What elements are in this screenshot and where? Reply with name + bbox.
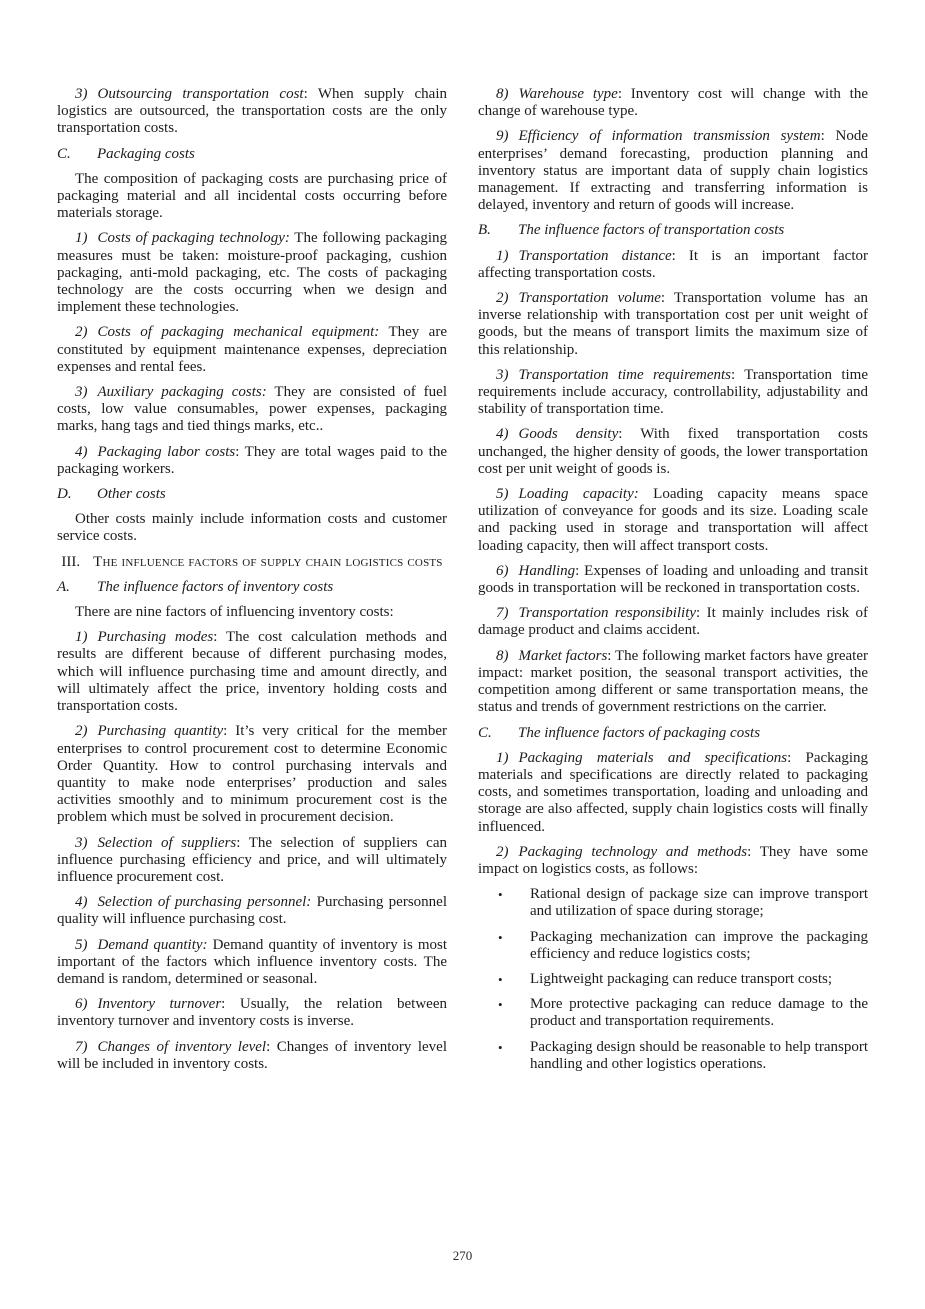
section-heading xyxy=(57,554,447,571)
numbered-item xyxy=(478,290,868,359)
subsection-heading xyxy=(478,725,868,742)
bullet-icon: • xyxy=(498,997,503,1013)
item-title: Selection of suppliers xyxy=(97,834,237,851)
item-text: : With fixed transportation costs unchanged, the higher density of goods, the lower transportation cost per unit weight of goods is. xyxy=(478,426,868,477)
numbered-item xyxy=(57,1039,447,1073)
item-text: : The selection of suppliers can influence purchasing efficiency and price, and will ultimately influence procurement cost. xyxy=(57,834,447,885)
item-title: Transportation responsibility xyxy=(518,605,697,622)
item-number: 4) xyxy=(496,426,509,443)
item-title: Warehouse type xyxy=(518,86,618,102)
item-title: Purchasing quantity xyxy=(97,723,224,740)
item-title: Auxiliary packaging costs: xyxy=(97,384,267,401)
numbered-item xyxy=(57,894,447,928)
numbered-item xyxy=(478,844,868,878)
item-number: 3) xyxy=(75,834,88,851)
bullet-item xyxy=(478,996,868,1030)
item-text: Purchasing personnel quality will influence purchasing cost. xyxy=(57,894,447,928)
numbered-item xyxy=(57,324,447,376)
numbered-item xyxy=(57,384,447,436)
item-text: : Transportation time requirements include accuracy, controllability, adjustability and stability of transportation time. xyxy=(478,366,868,418)
numbered-item xyxy=(57,723,447,826)
bullet-item xyxy=(478,971,868,988)
item-title: Market factors xyxy=(518,647,608,664)
numbered-item xyxy=(478,605,868,639)
item-title: Inventory turnover xyxy=(97,996,222,1013)
bullet-item xyxy=(478,886,868,920)
numbered-item xyxy=(478,128,868,214)
item-text: : It mainly includes risk of damage product and claims accident. xyxy=(478,605,868,639)
item-number: 9) xyxy=(496,128,509,145)
item-text: Loading capacity means space utilization of conveyance for goods and its size. Loading scale and packing used in storage and transportation will affect loading capacity, then will affect transport costs. xyxy=(478,486,868,554)
numbered-item xyxy=(57,996,447,1030)
bullet-item xyxy=(478,1039,868,1073)
item-title: Outsourcing transportation cost xyxy=(97,86,304,102)
item-text: : They are total wages paid to the packaging workers. xyxy=(57,443,447,477)
bullet-icon: • xyxy=(498,929,503,945)
item-title: Handling xyxy=(518,562,576,579)
item-number: 5) xyxy=(496,486,509,503)
numbered-item xyxy=(57,86,447,138)
subsection-letter: D. xyxy=(57,486,72,503)
item-number: 2) xyxy=(496,290,509,307)
item-title: Packaging technology and methods xyxy=(518,843,748,860)
item-text: : Usually, the relation between inventory turnover and inventory costs is inverse. xyxy=(57,996,448,1030)
bullet-text: Packaging design should be reasonable to help transport handling and other logistics operations. xyxy=(530,1038,868,1072)
subsection-letter: B. xyxy=(478,222,491,239)
item-number: 4) xyxy=(75,443,88,460)
item-number: 2) xyxy=(75,324,88,341)
item-text: : They have some impact on logistics costs, as follows: xyxy=(478,843,868,877)
numbered-item xyxy=(57,444,447,478)
numbered-item xyxy=(478,86,868,120)
numbered-item xyxy=(478,426,868,478)
item-title: Efficiency of information transmission system xyxy=(518,128,821,145)
bullet-text: Packaging mechanization can improve the packaging efficiency and reduce logistics costs; xyxy=(530,928,868,962)
item-number: 2) xyxy=(75,723,88,740)
numbered-item xyxy=(478,248,868,282)
subsection-title: Other costs xyxy=(97,486,166,503)
item-title: Transportation volume xyxy=(518,290,661,307)
item-text: They are consisted of fuel costs, low value consumables, power expenses, packaging marks, hang tags and tied things marks, etc.. xyxy=(57,384,447,435)
item-number: 3) xyxy=(75,384,88,401)
subsection-heading xyxy=(57,579,447,596)
item-number: 5) xyxy=(75,936,88,953)
bullet-icon: • xyxy=(498,971,503,987)
subsection-title: Packaging costs xyxy=(97,145,195,162)
subsection-letter: C. xyxy=(57,145,71,162)
item-number: 7) xyxy=(496,605,509,622)
item-text: : Inventory cost will change with the change of warehouse type. xyxy=(478,86,868,120)
item-number: 8) xyxy=(496,86,509,102)
item-text: : When supply chain logistics are outsourced, the transportation costs are the only transportation costs. xyxy=(57,86,447,137)
item-text: : It is an important factor affecting transportation costs. xyxy=(478,247,868,281)
item-text: : Expenses of loading and unloading and transit goods in transportation will be reckoned in transportation costs. xyxy=(478,562,868,597)
item-text: : Node enterprises’ demand forecasting, production planning and inventory status are important data of supply chain logistics management. If extracting and transferring information is delayed, inventory and return of goods will increase. xyxy=(478,128,868,214)
left-column xyxy=(57,86,447,1081)
item-number: 1) xyxy=(75,230,88,247)
item-title: Packaging materials and specifications xyxy=(518,749,788,766)
item-title: Packaging labor costs xyxy=(97,443,236,460)
numbered-item xyxy=(478,563,868,597)
right-column xyxy=(478,86,868,1081)
item-number: 1) xyxy=(496,749,509,766)
item-title: Loading capacity: xyxy=(518,486,639,503)
subsection-letter: A. xyxy=(57,578,70,595)
subsection-title: The influence factors of inventory costs xyxy=(97,578,334,595)
item-number: 1) xyxy=(75,629,88,646)
paragraph: There are nine factors of influencing inventory costs: xyxy=(75,604,394,621)
numbered-item xyxy=(57,629,447,715)
subsection-heading xyxy=(478,222,868,239)
page-number: 270 xyxy=(452,1248,473,1263)
section-number: III. xyxy=(61,553,81,570)
item-number: 4) xyxy=(75,894,88,911)
item-text: : Transportation volume has an inverse relationship with transportation cost per unit weight of goods, but the means of transport limits the maximum size of this relationship. xyxy=(478,290,868,358)
item-number: 1) xyxy=(496,247,509,264)
two-column-body xyxy=(57,86,868,1081)
item-title: Costs of packaging mechanical equipment: xyxy=(97,324,380,341)
item-title: Transportation distance xyxy=(518,247,672,264)
subsection-heading xyxy=(57,146,447,163)
subsection-heading xyxy=(57,486,447,503)
numbered-item xyxy=(57,835,447,887)
bullet-text: More protective packaging can reduce damage to the product and transportation requirements. xyxy=(530,996,868,1030)
subsection-title: The influence factors of transportation costs xyxy=(518,222,785,239)
numbered-item xyxy=(57,230,447,316)
bullet-icon: • xyxy=(498,887,503,903)
item-text: The following packaging measures must be taken: moisture-proof packaging, cushion packaging, anti-mold packaging, etc. The costs of packaging technology are the costs occurring when we design and implement these technologies. xyxy=(57,230,447,316)
bullet-icon: • xyxy=(498,1039,503,1055)
item-number: 3) xyxy=(75,86,88,102)
paragraph: The composition of packaging costs are purchasing price of packaging material and all incidental costs occurring before materials storage. xyxy=(57,170,447,222)
item-title: Selection of purchasing personnel: xyxy=(97,894,312,911)
subsection-title: The influence factors of packaging costs xyxy=(518,724,761,741)
item-number: 6) xyxy=(496,562,509,579)
item-text: : Packaging materials and specifications are directly related to packaging costs, and sometimes transportation, loading and unloading and storage are also affected, supply chain logistics costs will finally influenced. xyxy=(478,749,868,835)
item-title: Goods density xyxy=(518,426,619,443)
item-text: They are constituted by equipment maintenance expenses, depreciation expenses and rental fees. xyxy=(57,324,447,375)
item-title: Transportation time requirements xyxy=(518,366,732,383)
item-title: Costs of packaging technology: xyxy=(97,230,290,247)
paragraph: Other costs mainly include information costs and customer service costs. xyxy=(57,511,447,545)
numbered-item xyxy=(478,367,868,419)
item-text: : The cost calculation methods and results are different because of different purchasing modes, which will influence purchasing time and amount directly, and will ultimately affect the price, inventory holding costs and transportation costs. xyxy=(57,629,447,715)
item-title: Purchasing modes xyxy=(97,629,214,646)
numbered-item xyxy=(478,648,868,717)
bullet-text: Lightweight packaging can reduce transport costs; xyxy=(530,970,832,987)
item-number: 2) xyxy=(496,843,509,860)
item-text: : The following market factors have greater impact: market position, the seasonal transport activities, the competition among different or same transportation means, the status and trends of government restrictions on the carrier. xyxy=(478,647,868,716)
item-text: : Changes of inventory level will be included in inventory costs. xyxy=(57,1038,447,1072)
numbered-item xyxy=(57,937,447,989)
item-number: 6) xyxy=(75,996,88,1013)
item-text: Demand quantity of inventory is most important of the factors which influence inventory costs. The demand is random, determined or seasonal. xyxy=(57,936,448,987)
numbered-item xyxy=(478,750,868,836)
item-number: 3) xyxy=(496,366,509,383)
subsection-letter: C. xyxy=(478,724,492,741)
bullet-item xyxy=(478,929,868,963)
numbered-item xyxy=(478,486,868,555)
section-title: The influence factors of supply chain logistics costs xyxy=(93,553,443,570)
item-number: 8) xyxy=(496,647,509,664)
item-number: 7) xyxy=(75,1038,88,1055)
item-title: Changes of inventory level xyxy=(97,1038,267,1055)
item-title: Demand quantity: xyxy=(97,936,208,953)
bullet-text: Rational design of package size can improve transport and utilization of space during storage; xyxy=(530,886,868,920)
item-text: : It’s very critical for the member enterprises to control procurement cost to determine Economic Order Quantity. How to control purchasing intervals and quantity to make node enterprises’ production and sales activities smoothly and to minimum procurement cost is the problem which must be solved in procurement decision. xyxy=(57,723,447,826)
